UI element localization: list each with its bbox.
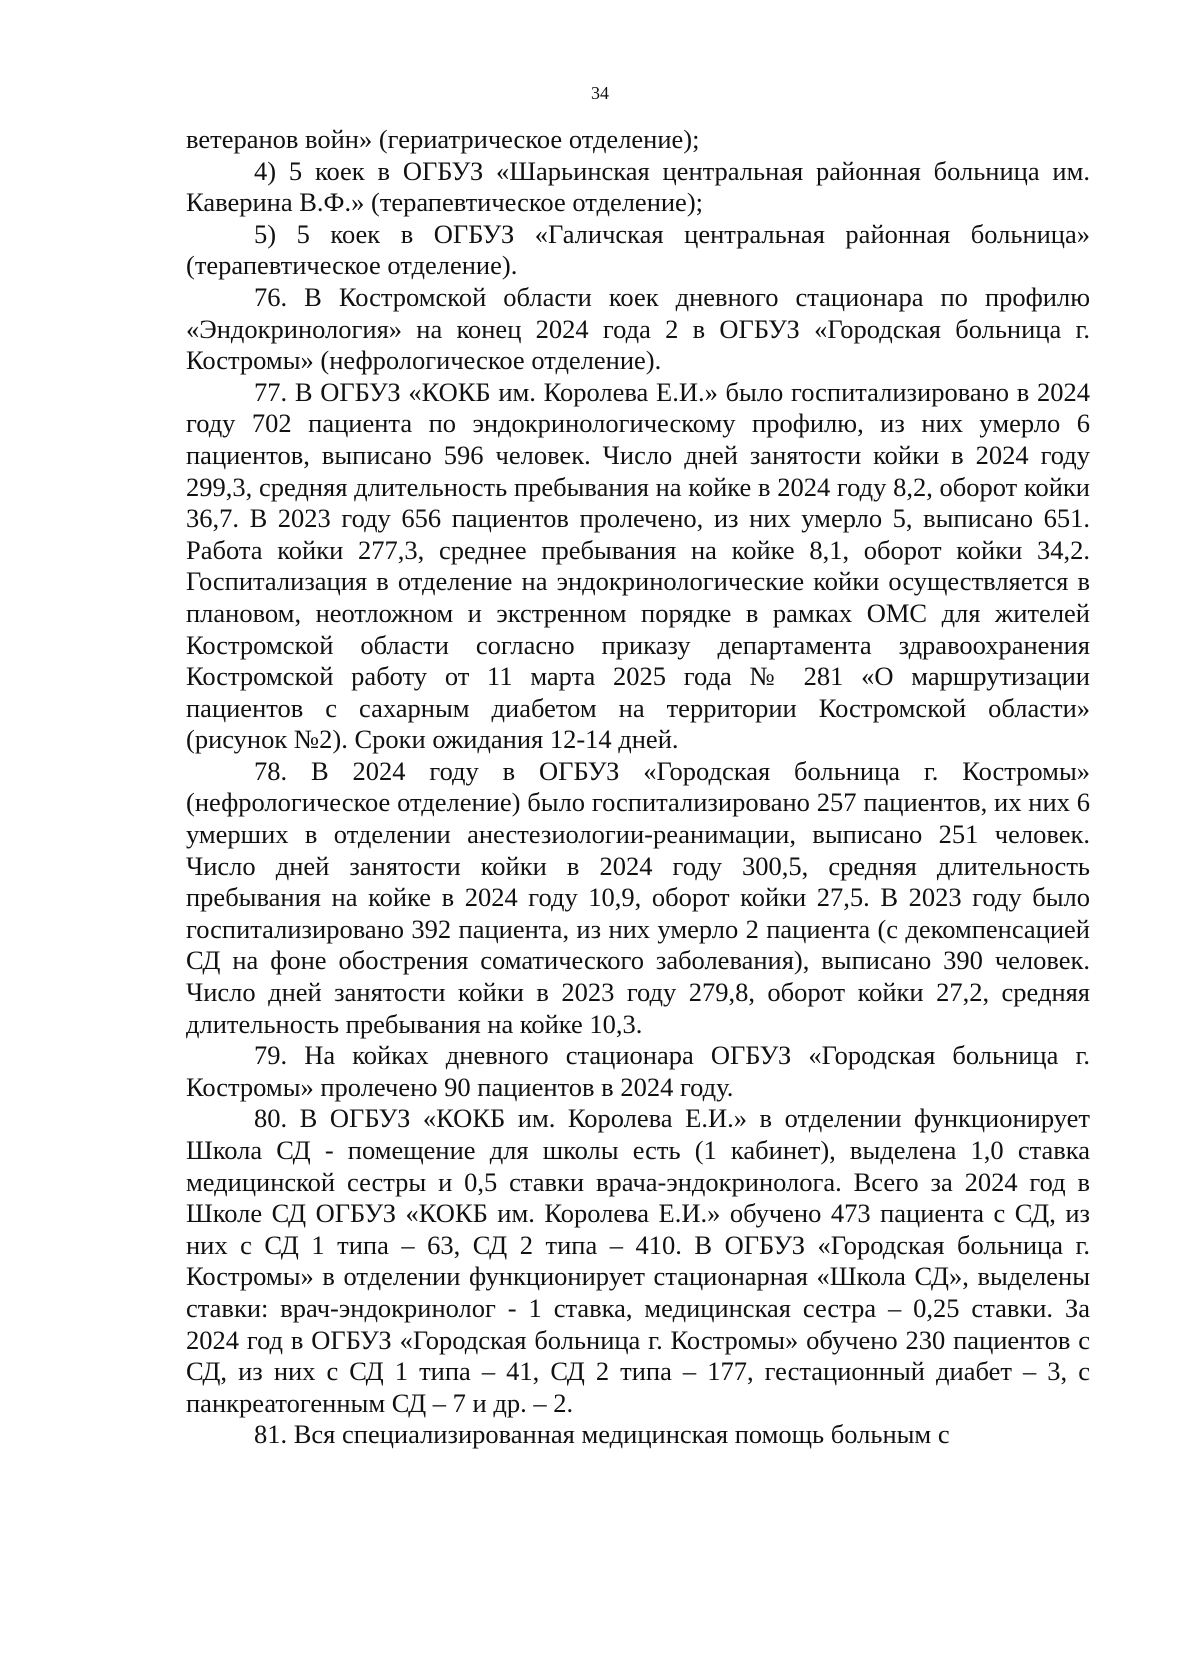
paragraph-78: 78. В 2024 году в ОГБУЗ «Городская больница г. Костромы» (нефрологическое отделение) было госпитализировано 257 пациентов, их них 6 умерших в отделении анестезиологии-реанимации, выписано 251 человек. Число дней занятости койки в 2024 году 300,5, средняя длительность пребывания на койке в 2024 году 10,9, оборот койки 27,5. В 2023 году было госпитализировано 392 пациента, из них умерло 2 пациента (с декомпенсацией СД на фоне обострения соматического заболевания), выписано 390 человек. Число дней занятости койки в 2023 году 279,8, оборот койки 27,2, средняя длительность пребывания на койке 10,3. (186, 755, 1090, 1039)
paragraph-76: 76. В Костромской области коек дневного стационара по профилю «Эндокринология» на конец 2024 года 2 в ОГБУЗ «Городская больница г. Костромы» (нефрологическое отделение). (186, 281, 1090, 376)
paragraph-77: 77. В ОГБУЗ «КОКБ им. Королева Е.И.» было госпитализировано в 2024 году 702 пациента по эндокринологическому профилю, из них умерло 6 пациентов, выписано 596 человек. Число дней занятости койки в 2024 году 299,3, средняя длительность пребывания на койке в 2024 году 8,2, оборот койки 36,7. В 2023 году 656 пациентов пролечено, из них умерло 5, выписано 651. Работа койки 277,3, среднее пребывания на койке 8,1, оборот койки 34,2. Госпитализация в отделение на эндокринологические койки осуществляется в плановом, неотложном и экстренном порядке в рамках ОМС для жителей Костромской области согласно приказу департамента здравоохранения Костромской работу от 11 марта 2025 года № 281 «О маршрутизации пациентов с сахарным диабетом на территории Костромской области» (рисунок №2). Сроки ожидания 12-14 дней. (186, 376, 1090, 755)
document-body (186, 124, 1090, 1451)
paragraph-81: 81. Вся специализированная медицинская помощь больным с (254, 1419, 950, 1450)
paragraph-continuation: ветеранов войн» (гериатрическое отделение); (186, 124, 700, 154)
paragraph-80: 80. В ОГБУЗ «КОКБ им. Королева Е.И.» в отделении функционирует Школа СД - помещение для школы есть (1 кабинет), выделена 1,0 ставка медицинской сестры и 0,5 ставки врача-эндокринолога. Всего за 2024 год в Школе СД ОГБУЗ «КОКБ им. Королева Е.И.» обучено 473 пациента с СД, из них с СД 1 типа – 63, СД 2 типа – 410. В ОГБУЗ «Городская больница г. Костромы» в отделении функционирует стационарная «Школа СД», выделены ставки: врач-эндокринолог - 1 ставка, медицинская сестра – 0,25 ставки. За 2024 год в ОГБУЗ «Городская больница г. Костромы» обучено 230 пациентов с СД, из них с СД 1 типа – 41, СД 2 типа – 177, гестационный диабет – 3, с панкреатогенным СД – 7 и др. – 2. (186, 1103, 1090, 1418)
paragraph-79: 79. На койках дневного стационара ОГБУЗ «Городская больница г. Костромы» пролечено 90 пациентов в 2024 году. (186, 1040, 1090, 1102)
paragraph-item-4: 4) 5 коек в ОГБУЗ «Шарьинская центральная районная больница им. Каверина В.Ф.» (терапевтическое отделение); (186, 155, 1090, 218)
page-number: 34 (591, 83, 609, 103)
paragraph-item-5: 5) 5 коек в ОГБУЗ «Галичская центральная районная больница» (терапевтическое отделение). (186, 218, 1090, 281)
